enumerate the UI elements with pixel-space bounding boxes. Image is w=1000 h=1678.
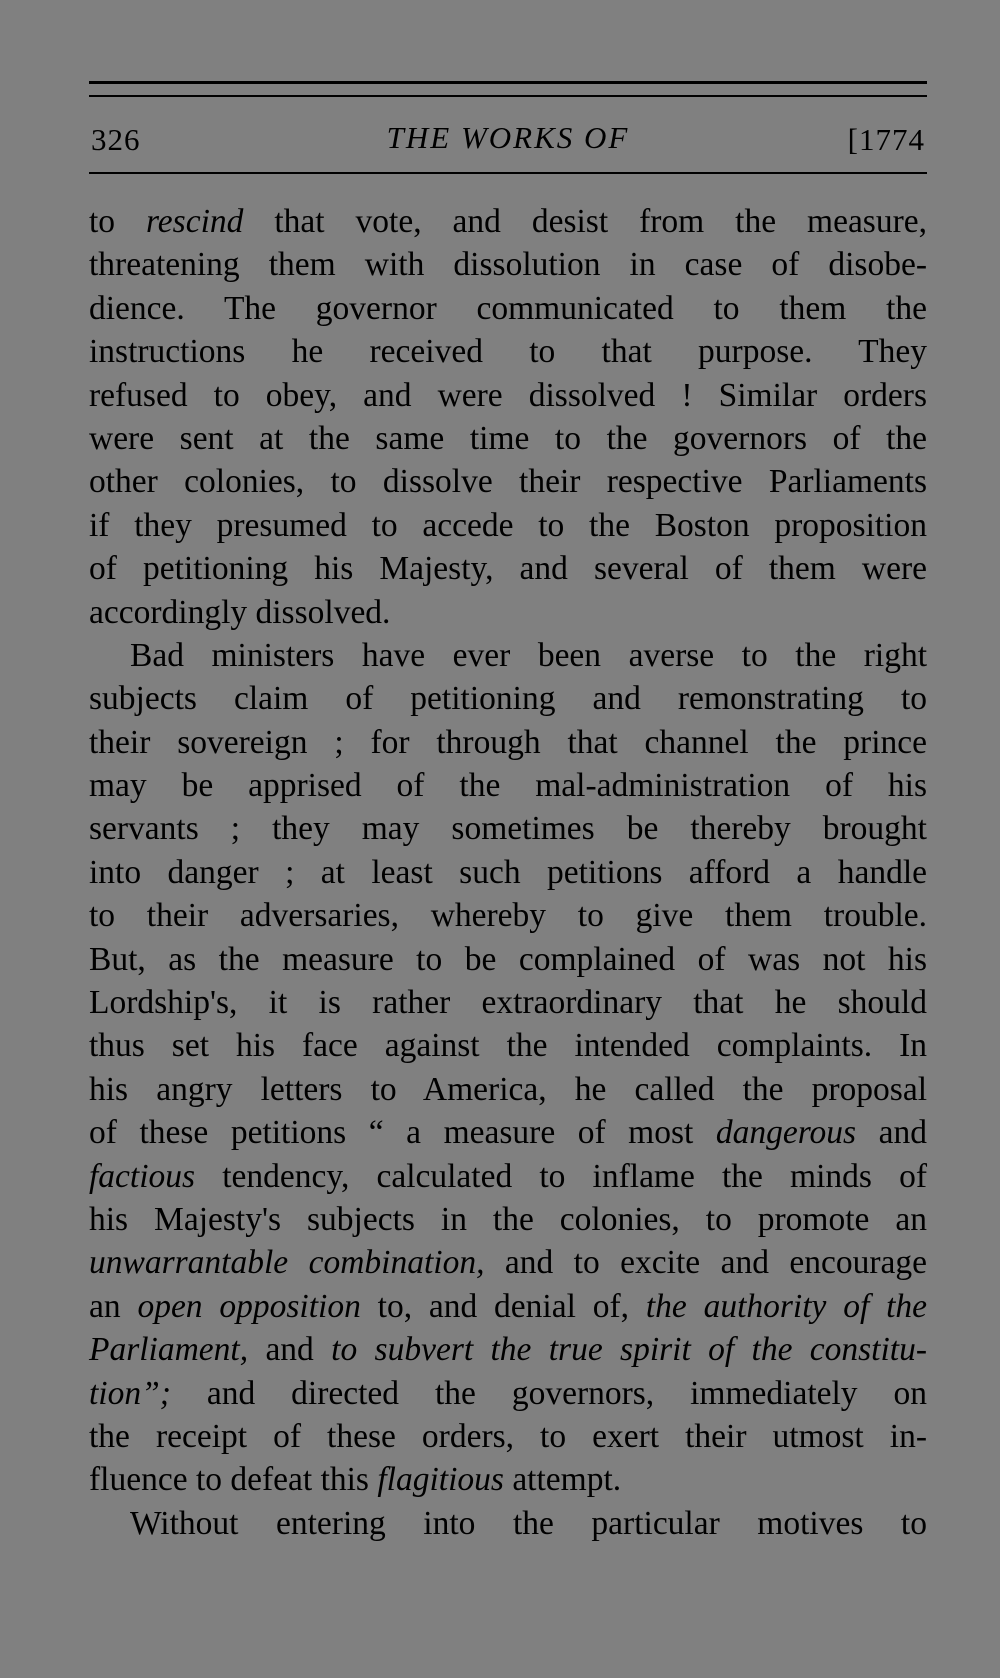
text-line bbox=[89, 1415, 927, 1458]
text-line bbox=[89, 721, 927, 764]
top-rule-thin bbox=[89, 95, 927, 97]
text-line bbox=[89, 764, 927, 807]
year-marker: [1774 bbox=[847, 122, 925, 157]
text-run: the receipt of these orders, to exert their utmost in- bbox=[89, 1417, 927, 1455]
text-run: to, and denial of, bbox=[360, 1287, 646, 1325]
italic-run: rescind bbox=[146, 203, 244, 240]
text-run: fluence to defeat this bbox=[89, 1461, 378, 1499]
text-run: and directed the governors, immediately on bbox=[170, 1374, 927, 1412]
text-run: of petitioning his Majesty, and several of them were bbox=[89, 550, 927, 588]
running-header bbox=[89, 116, 927, 166]
text-run: refused to obey, and were dissolved ! Similar orders bbox=[89, 376, 927, 414]
running-title: THE WORKS OF bbox=[386, 120, 630, 155]
text-run: that vote, and desist from the measure, bbox=[243, 203, 927, 240]
text-line bbox=[89, 981, 927, 1024]
text-run: servants ; they may sometimes be thereby brought bbox=[89, 810, 927, 848]
text-run: But, as the measure to be complained of was not his bbox=[89, 940, 927, 978]
text-line bbox=[89, 677, 927, 720]
text-run: and bbox=[248, 1331, 332, 1369]
text-line bbox=[89, 1024, 927, 1067]
text-run: Without entering into the particular motives to bbox=[130, 1504, 927, 1542]
text-run: and bbox=[856, 1114, 927, 1152]
text-run: of these petitions “ a measure of most bbox=[89, 1114, 716, 1152]
text-run: Lordship's, it is rather extraordinary that he should bbox=[89, 984, 927, 1022]
text-line bbox=[89, 938, 927, 981]
text-line bbox=[89, 287, 927, 330]
text-line bbox=[89, 243, 927, 286]
italic-run: Parliament, bbox=[89, 1331, 249, 1369]
page-number: 326 bbox=[91, 122, 141, 157]
italic-run: unwarrantable combination, bbox=[89, 1244, 485, 1282]
text-line bbox=[89, 1155, 927, 1198]
text-line bbox=[89, 330, 927, 373]
text-run: were sent at the same time to the governors of the bbox=[89, 419, 927, 457]
text-line bbox=[89, 894, 927, 937]
body-text bbox=[89, 200, 927, 1545]
text-line bbox=[89, 634, 927, 677]
text-run: thus set his face against the intended complaints. In bbox=[89, 1027, 927, 1065]
italic-run: flagitious bbox=[377, 1461, 504, 1499]
text-line bbox=[89, 1241, 927, 1284]
italic-run: open opposition bbox=[137, 1287, 361, 1325]
text-run: dience. The governor communicated to them the bbox=[89, 289, 927, 327]
italic-run: factious bbox=[89, 1157, 196, 1195]
text-run: threatening them with dissolution in case of disobe- bbox=[89, 246, 927, 284]
text-line bbox=[89, 591, 927, 634]
text-run: instructions he received to that purpose. They bbox=[89, 333, 927, 371]
text-line bbox=[89, 417, 927, 460]
header-rule bbox=[89, 172, 927, 174]
text-line bbox=[89, 1372, 927, 1415]
text-run: may be apprised of the mal-administration of his bbox=[89, 767, 927, 805]
text-line bbox=[89, 1328, 927, 1371]
text-run: their sovereign ; for through that channel the prince bbox=[89, 723, 927, 761]
text-line bbox=[89, 200, 927, 243]
text-line bbox=[89, 851, 927, 894]
italic-run: the authority of the bbox=[645, 1287, 927, 1325]
text-line bbox=[89, 460, 927, 503]
text-run: accordingly dissolved. bbox=[89, 593, 391, 631]
italic-run: to subvert the true spirit of the constitu- bbox=[331, 1331, 928, 1369]
text-line bbox=[89, 547, 927, 590]
text-line bbox=[89, 1198, 927, 1241]
text-line bbox=[89, 1068, 927, 1111]
text-line bbox=[89, 807, 927, 850]
text-run: his Majesty's subjects in the colonies, to promote an bbox=[89, 1200, 927, 1238]
book-page bbox=[89, 0, 927, 1678]
text-run: to bbox=[89, 203, 147, 240]
text-run: his angry letters to America, he called the proposal bbox=[89, 1070, 927, 1108]
text-line bbox=[89, 504, 927, 547]
text-line bbox=[89, 1502, 927, 1545]
text-run: an bbox=[89, 1287, 138, 1325]
text-line bbox=[89, 1458, 927, 1501]
text-run: if they presumed to accede to the Boston proposition bbox=[89, 506, 927, 544]
text-run: other colonies, to dissolve their respective Parliaments bbox=[89, 463, 927, 501]
top-rule bbox=[89, 81, 927, 84]
text-run: into danger ; at least such petitions afford a handle bbox=[89, 853, 927, 891]
text-run: attempt. bbox=[503, 1461, 622, 1499]
text-run: subjects claim of petitioning and remonstrating to bbox=[89, 680, 927, 718]
italic-run: tion”; bbox=[89, 1374, 171, 1412]
text-run: and to excite and encourage bbox=[484, 1244, 927, 1282]
text-run: Bad ministers have ever been averse to the right bbox=[130, 636, 927, 674]
text-line bbox=[89, 1285, 927, 1328]
italic-run: dangerous bbox=[715, 1114, 857, 1152]
text-run: tendency, calculated to inflame the minds of bbox=[195, 1157, 927, 1195]
text-line bbox=[89, 374, 927, 417]
text-run: to their adversaries, whereby to give them trouble. bbox=[89, 897, 927, 935]
text-line bbox=[89, 1111, 927, 1154]
